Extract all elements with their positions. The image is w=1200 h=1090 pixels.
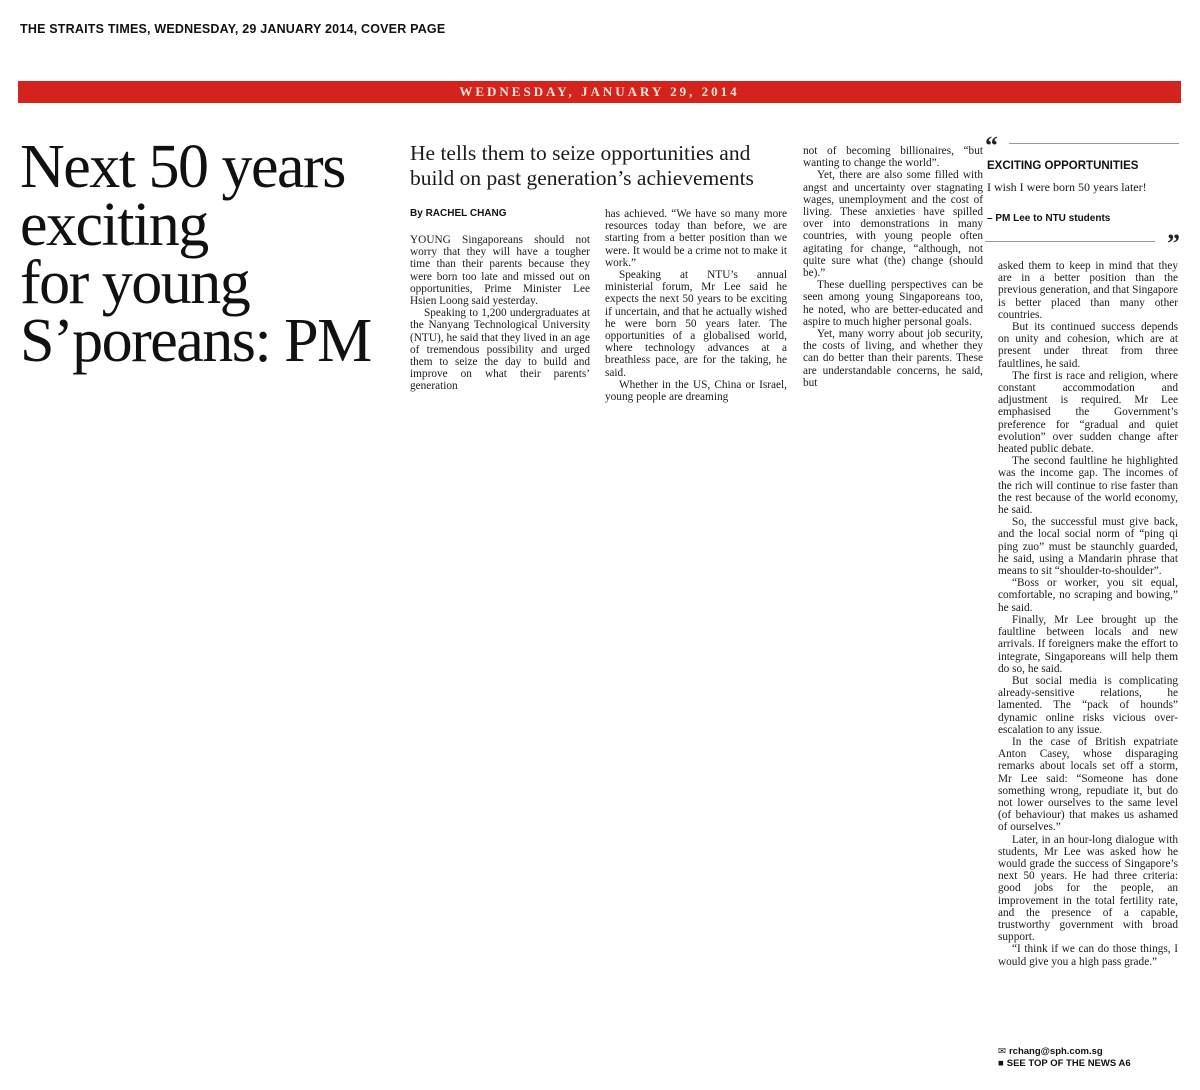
divider <box>985 241 1155 242</box>
pull-quote-text: I wish I were born 50 years later! <box>987 180 1147 194</box>
article-paragraph: “Boss or worker, you sit equal, comfortable, no scraping and bowing,” he said. <box>998 577 1178 614</box>
article-paragraph: In the case of British expatriate Anton Casey, whose disparaging remarks about locals set off a storm, Mr Lee said: “Someone has done something wrong, repudiate it, but do not lower ourselves to the same level (of behaviour) that makes us ashamed of ourselves.” <box>998 735 1178 834</box>
article-column-1 <box>410 234 590 393</box>
article-paragraph: The first is race and religion, where constant accommodation and adjustment is required. Mr Lee emphasised the Government’s preference for “gradual and quiet evolution” over sudden change after heated public debate. <box>998 369 1178 456</box>
article-paragraph: Whether in the US, China or Israel, young people are dreaming <box>605 378 787 404</box>
article-paragraph: “I think if we can do those things, I would give you a high pass grade.” <box>998 943 1178 968</box>
pull-quote <box>985 131 1180 258</box>
article-column-3 <box>803 145 983 389</box>
headline-line-4: S’poreans: PM <box>20 307 371 375</box>
divider <box>1009 143 1179 144</box>
open-quote-icon: “ <box>985 131 998 160</box>
byline-author: RACHEL CHANG <box>425 208 507 219</box>
article-paragraph: The second faultline he highlighted was the income gap. The incomes of the rich will continue to rise faster than the rest because of the world economy, he said. <box>998 455 1178 517</box>
article-paragraph: asked them to keep in mind that they are in a better position than the previous generation, and that Singapore is better placed than many other countries. <box>998 260 1178 321</box>
pull-quote-attribution: – PM Lee to NTU students <box>987 213 1111 224</box>
headline-line-1: Next 50 years <box>20 133 345 201</box>
date-banner: WEDNESDAY, JANUARY 29, 2014 <box>18 81 1181 103</box>
subheadline: He tells them to seize opportunities and build on past generation’s achievements <box>410 141 754 190</box>
article-column-4 <box>998 260 1178 968</box>
headline-line-2: exciting <box>20 191 208 259</box>
article-paragraph: But social media is complicating already-sensitive relations, he lamented. The “pack of hounds” dynamic online risks vicious over-escalation to any issue. <box>998 674 1178 736</box>
byline-prefix: By <box>410 208 423 219</box>
article-paragraph: These duelling perspectives can be seen among young Singaporeans too, he noted, who are better-educated and aspire to much higher personal goals. <box>803 279 983 328</box>
square-bullet-icon: ■ <box>998 1058 1004 1069</box>
article-paragraph: has achieved. “We have so many more resources today than before, we are starting from a better position than we were. It would be a crime not to make it work.” <box>605 208 787 269</box>
close-quote-icon: ” <box>1167 229 1180 258</box>
article-paragraph: YOUNG Singaporeans should not worry that they will have a tougher time than their parents because they were born too late and missed out on opportunities, Prime Minister Lee Hsien Loong said yesterday. <box>410 234 590 308</box>
author-email[interactable]: rchang@sph.com.sg <box>1008 1046 1103 1057</box>
article-column-2 <box>605 208 787 403</box>
article-paragraph: So, the successful must give back, and the local social norm of “ping qi ping zuo” must be staunchly guarded, he said, using a Mandarin phrase that means to sit “shoulder-to-shoulder”. <box>998 516 1178 578</box>
article-paragraph: Later, in an hour-long dialogue with students, Mr Lee was asked how he would grade the success of Singapore’s next 50 years. He had three criteria: good jobs for the people, an improvement in the total fertility rate, and the presence of a capable, trustworthy government with broad support. <box>998 833 1178 944</box>
pull-quote-title: EXCITING OPPORTUNITIES <box>987 160 1139 172</box>
article-paragraph: Speaking at NTU’s annual ministerial forum, Mr Lee said he expects the next 50 years to be exciting if uncertain, and that he actually wished he were born 50 years later. The opportunities of a globalised world, where technology advances at a breathless pace, are for the taking, he said. <box>605 269 787 379</box>
page-source-line: THE STRAITS TIMES, WEDNESDAY, 29 JANUARY 2014, COVER PAGE <box>20 22 446 36</box>
see-also-line <box>998 1058 1188 1070</box>
author-email-line <box>998 1046 1188 1058</box>
article-paragraph: Yet, many worry about job security, the costs of living, and whether they can do better than their parents. These are understandable concerns, he said, but <box>803 328 983 389</box>
article-paragraph: not of becoming billionaires, “but wanting to change the world”. <box>803 145 983 170</box>
byline <box>410 208 507 219</box>
headline <box>20 133 400 375</box>
article-footer <box>998 1046 1188 1070</box>
headline-line-3: for young <box>20 249 250 317</box>
article-paragraph: Yet, there are also some filled with angst and uncertainty over stagnating wages, unemployment and the cost of living. These anxieties have spilled over into demonstrations in many countries, with young people often agitating for change, “although, not quite sure what (the) change (should be).” <box>803 169 983 280</box>
article-paragraph: Finally, Mr Lee brought up the faultline between locals and new arrivals. If foreigners make the effort to integrate, Singaporeans will help them do so, he said. <box>998 613 1178 675</box>
see-also-text: SEE TOP OF THE NEWS A6 <box>1006 1058 1131 1069</box>
article-paragraph: Speaking to 1,200 undergraduates at the Nanyang Technological University (NTU), he said that they lived in an age of tremendous possibility and urged them to seize the day to build and improve on what their parents’ generation <box>410 307 590 393</box>
article-paragraph: But its continued success depends on unity and cohesion, which are at present under threat from three faultlines, he said. <box>998 321 1178 370</box>
envelope-icon: ✉ <box>998 1046 1006 1057</box>
